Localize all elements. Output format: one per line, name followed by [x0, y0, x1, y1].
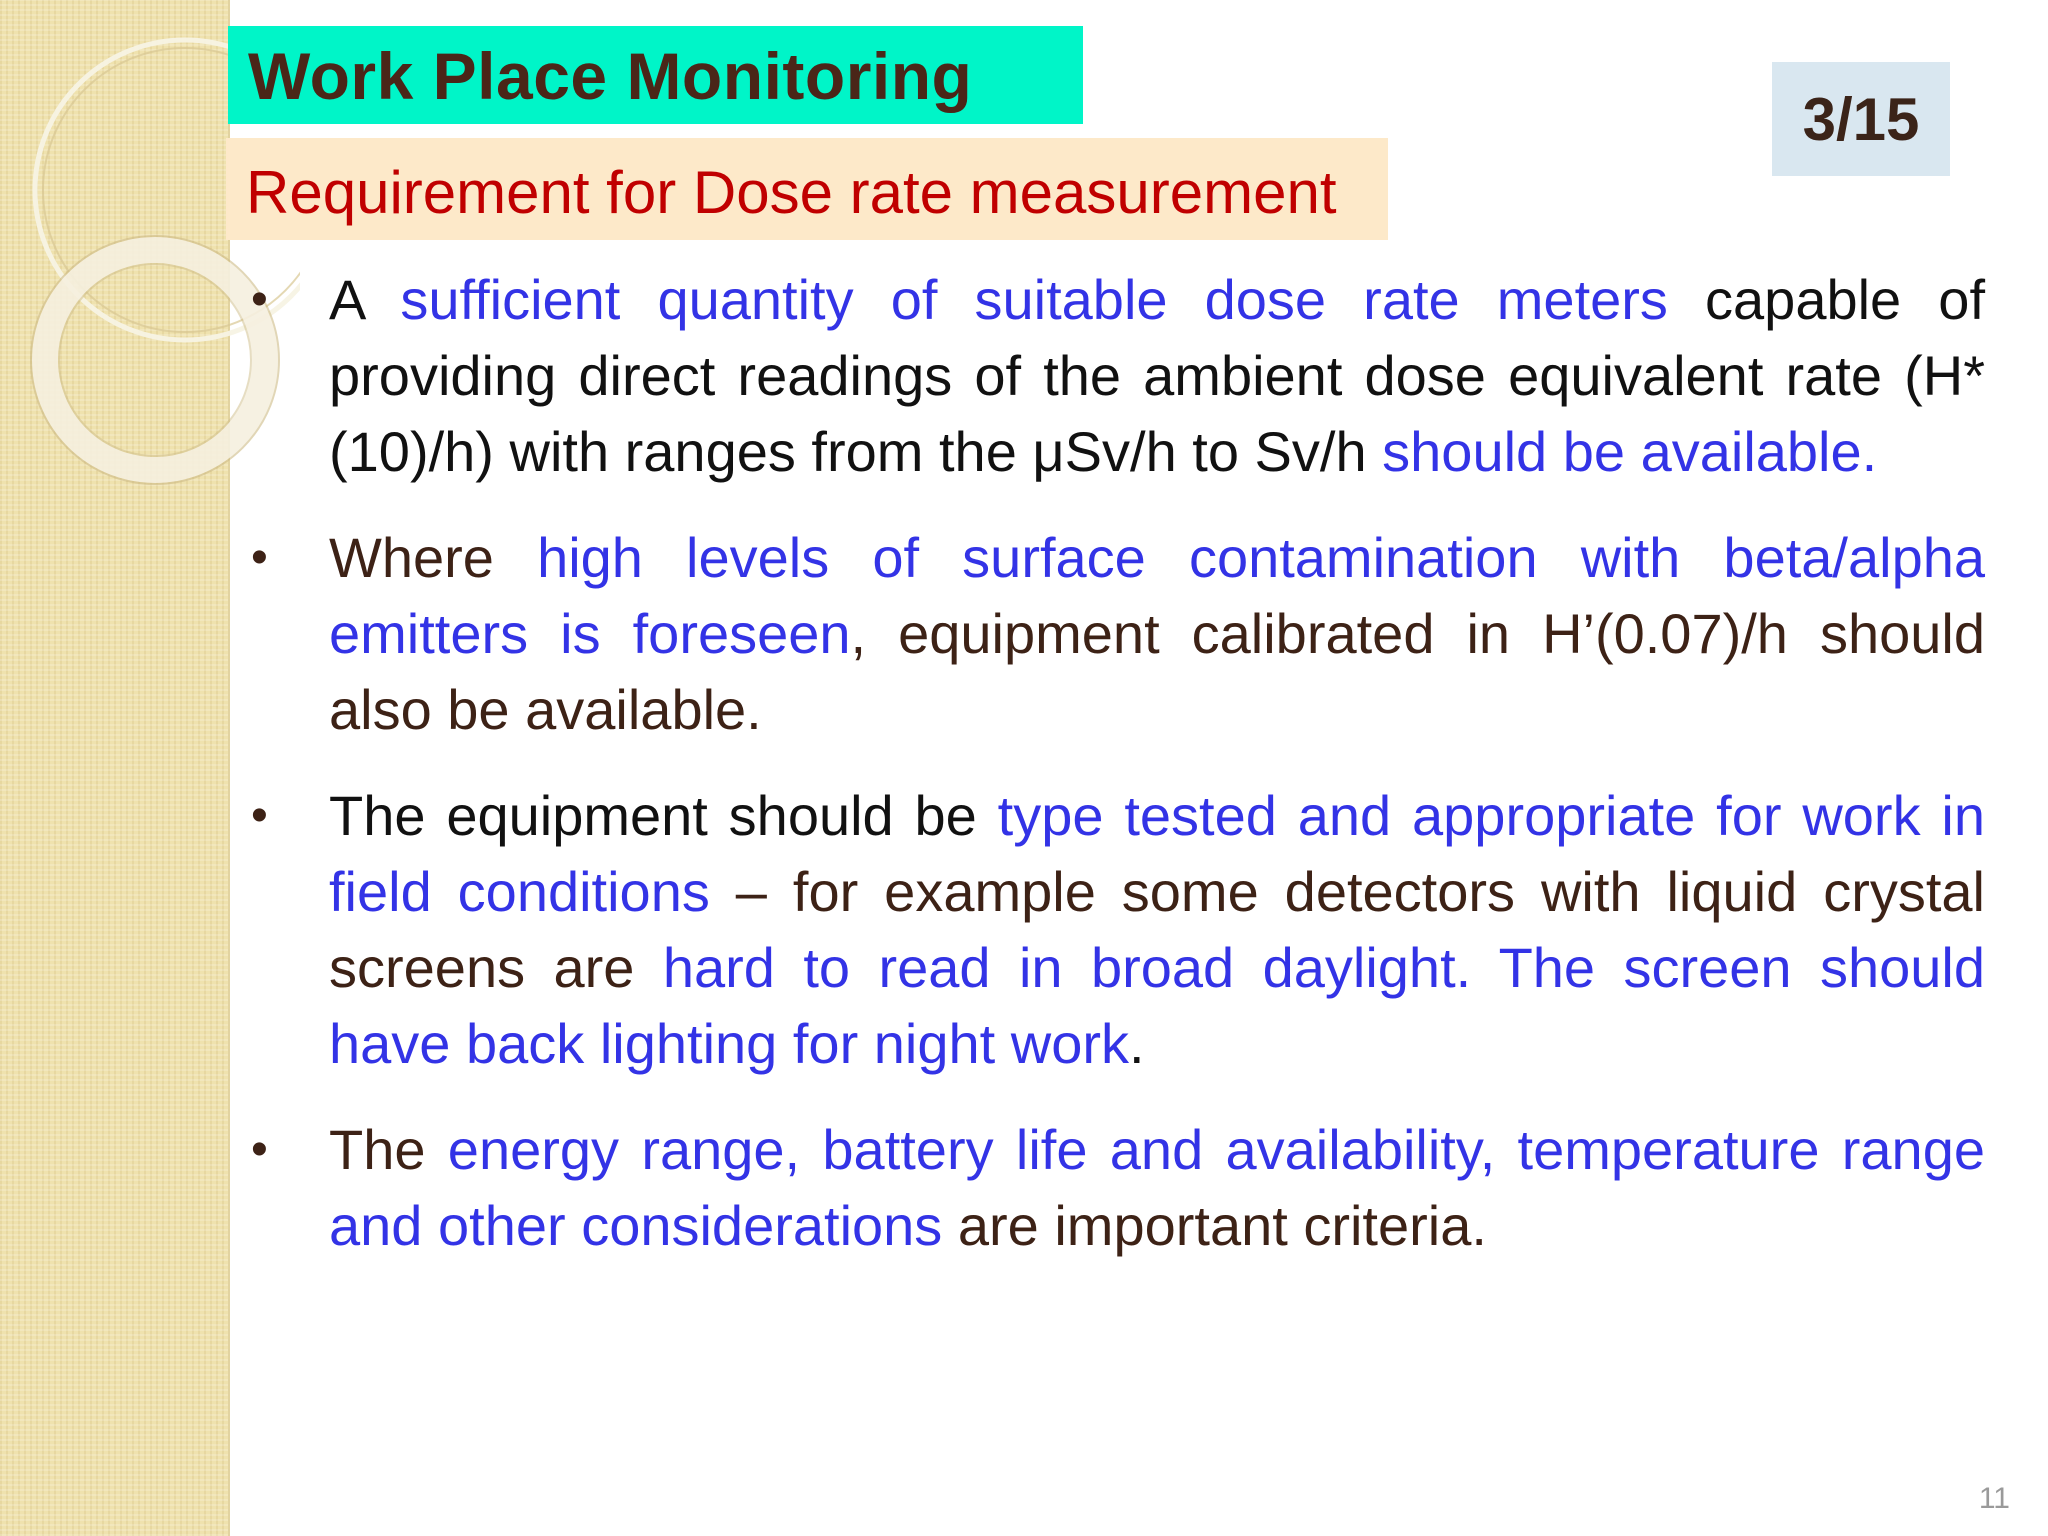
- bullet-item: [245, 262, 1985, 490]
- bullet-item: [245, 520, 1985, 748]
- bullet-dot-icon: •: [251, 273, 268, 326]
- slide-subtitle: Requirement for Dose rate measurement: [246, 159, 1337, 226]
- bullet-text: Where: [329, 526, 538, 589]
- bullet-item: [245, 1112, 1985, 1264]
- bullet-text: – for example some detectors with liquid crystal screens are: [329, 860, 1985, 999]
- slide-number: 11: [1978, 1482, 2010, 1515]
- bullet-highlight: sufficient quantity of suitable dose rate meters: [400, 268, 1668, 331]
- title-banner: [228, 26, 1083, 124]
- bullet-highlight: hard to read in broad daylight. The screen should have back lighting for night work: [329, 936, 1986, 1075]
- bullet-text: A: [329, 268, 401, 331]
- bullet-highlight: should be available.: [1382, 420, 1878, 483]
- bullet-text: capable of providing direct readings of the ambient dose equivalent rate (H*(10)/h) with ranges from the μSv/h to Sv/h: [329, 268, 1985, 483]
- bullet-highlight: high levels of surface contamination with beta/alpha emitters is foreseen: [329, 526, 1985, 665]
- slide-title: Work Place Monitoring: [248, 39, 973, 113]
- bullet-dot-icon: •: [251, 789, 268, 842]
- subtitle-banner: [226, 138, 1388, 240]
- bullet-text: .: [1129, 1012, 1145, 1075]
- page-counter-badge: [1772, 62, 1950, 176]
- page-counter: 3/15: [1802, 85, 1920, 153]
- bullet-text: The equipment should be: [329, 784, 998, 847]
- bullet-highlight: type tested and appropriate for work in field conditions: [329, 784, 1985, 923]
- bullet-dot-icon: •: [251, 1123, 268, 1176]
- bullet-text: are important criteria.: [942, 1194, 1487, 1257]
- bullet-dot-icon: •: [251, 531, 268, 584]
- bullet-item: [245, 778, 1985, 1082]
- bullet-highlight: energy range, battery life and availability, temperature range and other considerations: [329, 1118, 1985, 1257]
- bullet-list: [245, 262, 1985, 1264]
- bullet-text: , equipment calibrated in H’(0.07)/h should also be available.: [329, 602, 1985, 741]
- bullet-text: The: [329, 1118, 448, 1181]
